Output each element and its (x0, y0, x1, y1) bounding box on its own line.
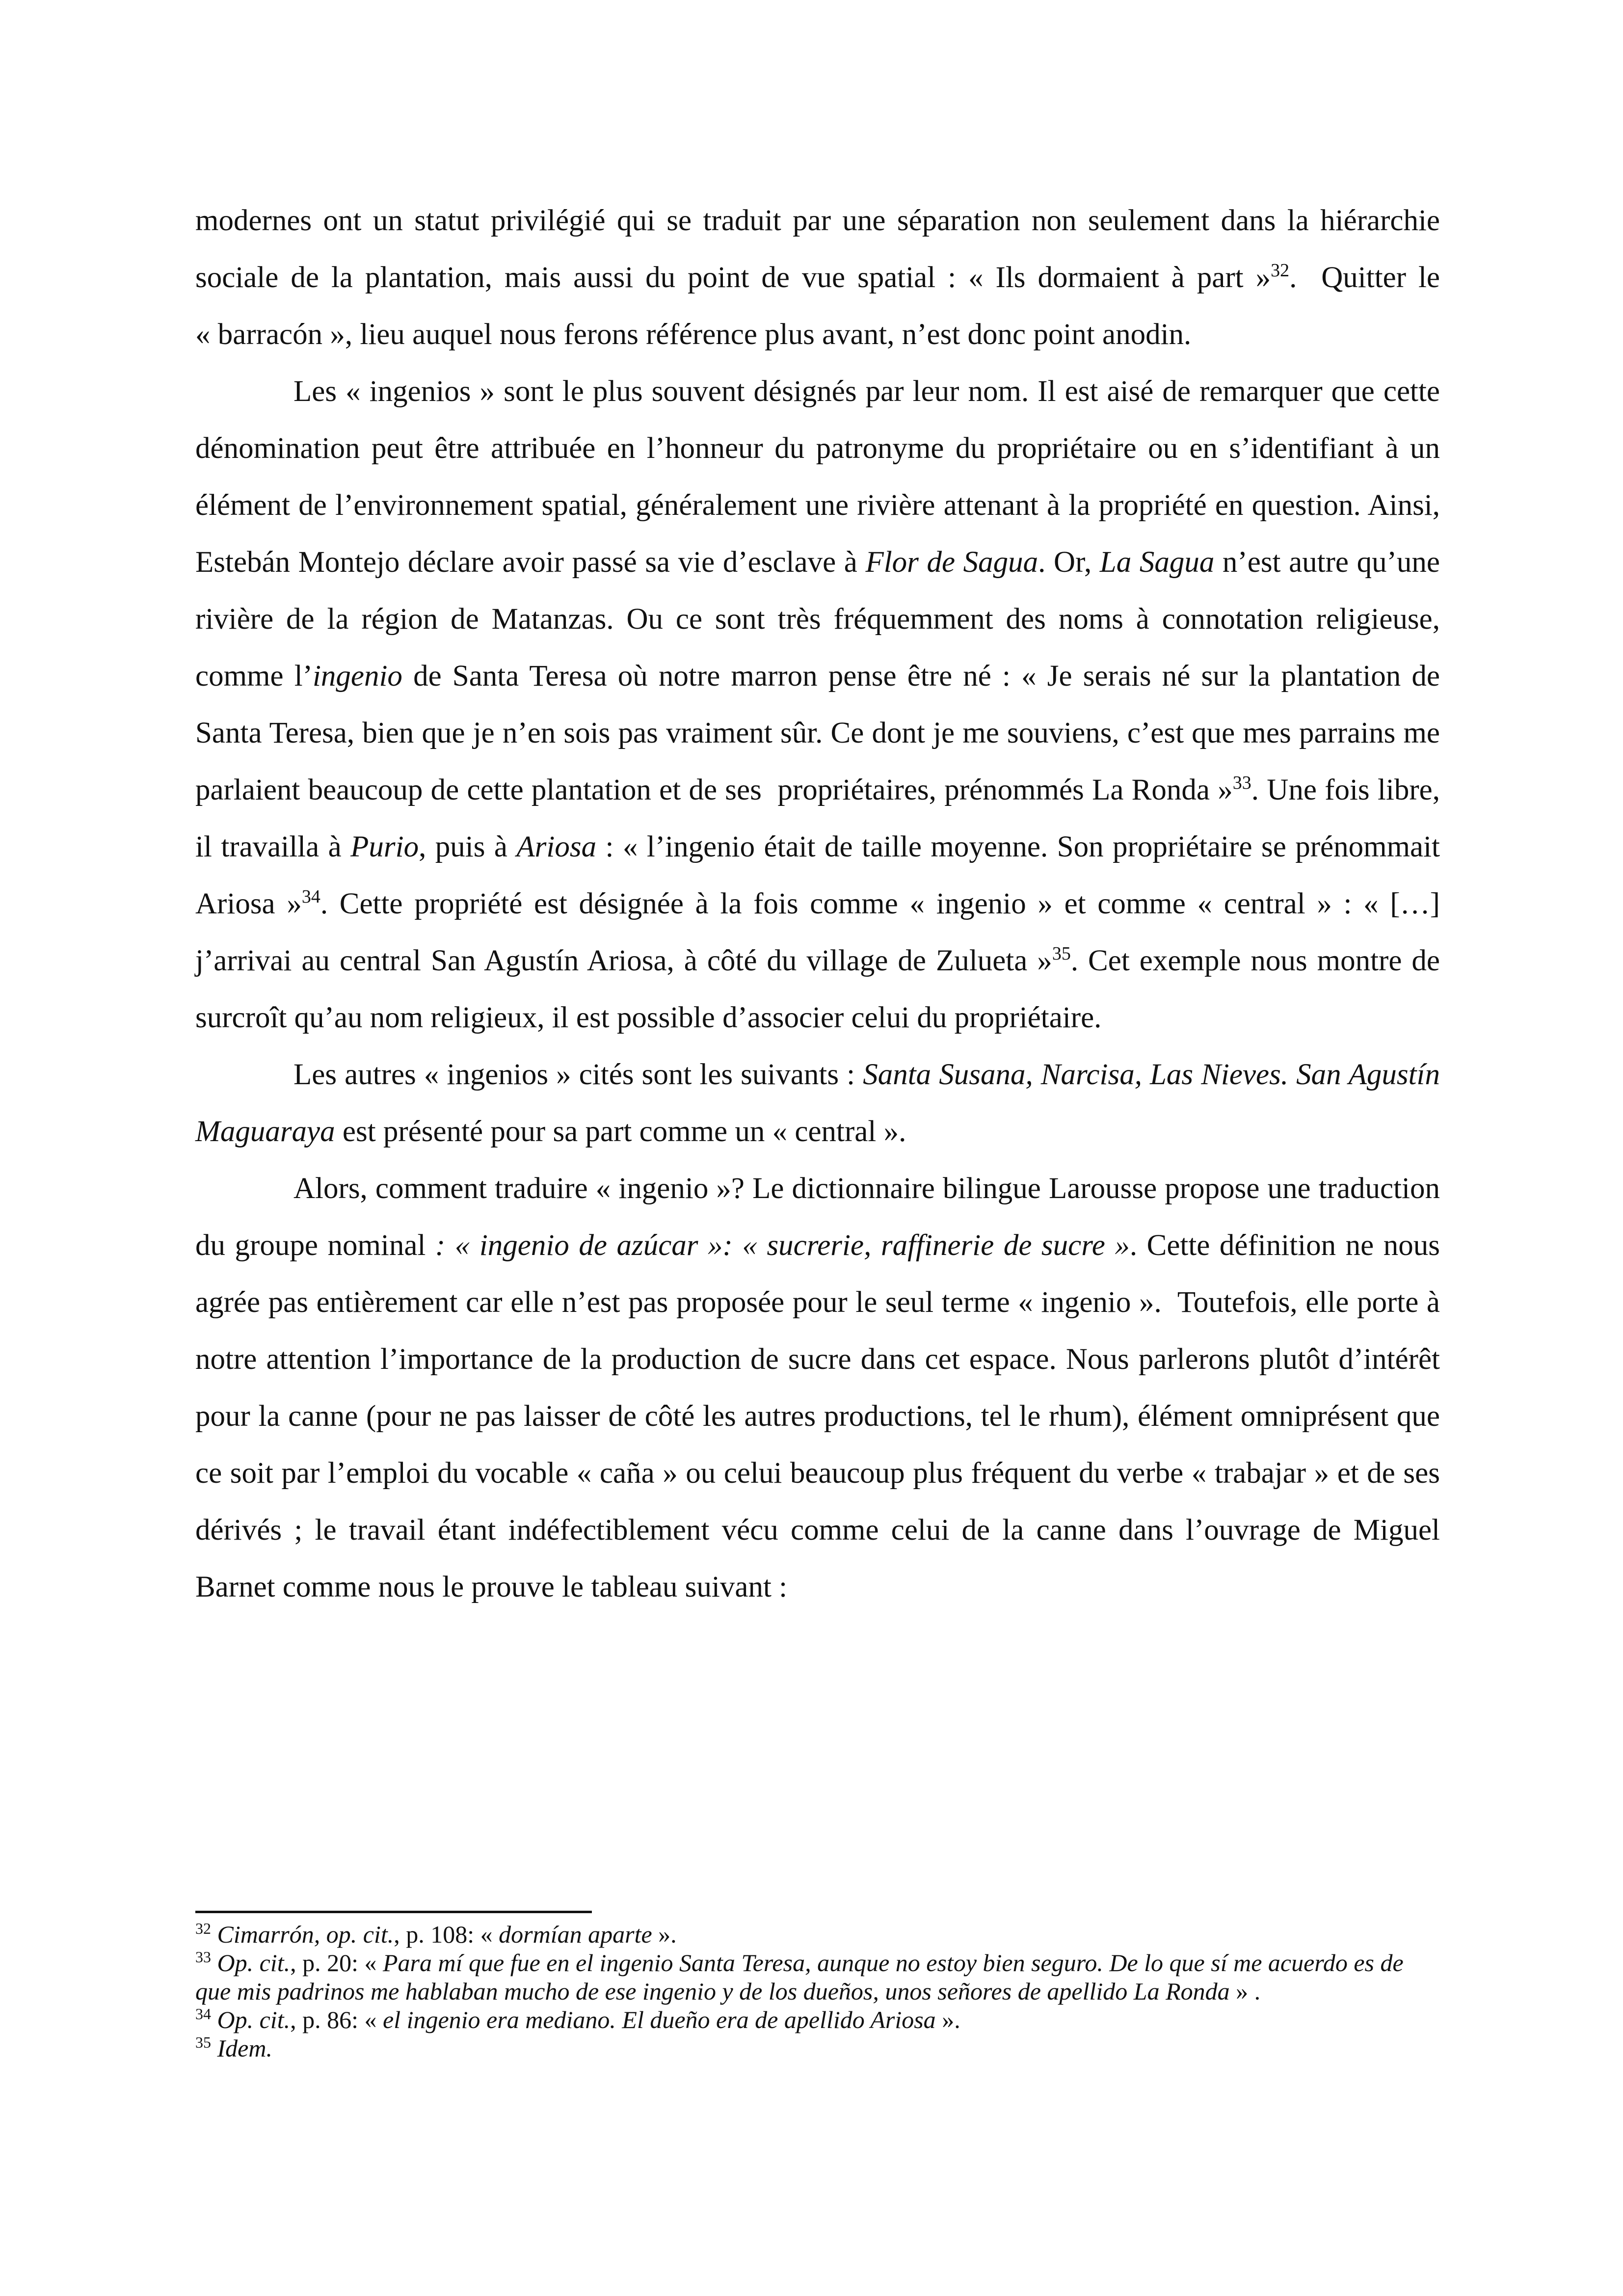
footnote-33 (195, 1949, 1440, 2005)
paragraph-2 (195, 363, 1440, 1046)
footnote-ref-32: 32 (1271, 260, 1290, 281)
footnote-number: 33 (195, 1948, 211, 1966)
footnote-32 (195, 1920, 1440, 1949)
text-run: de Santa Teresa où notre marron pense être né : « Je serais né sur la plantation de Santa Teresa, bien que je n’en sois pas vraiment sûr. Ce dont je me souviens, c’est que mes parrains me parlaient beaucoup de cette plantation et de ses propriétaires, prénommés La Ronda » (195, 660, 1440, 806)
text-run: Les autres « ingenios » cités sont les suivants : (293, 1058, 863, 1091)
paragraph-1 (195, 192, 1440, 363)
footnote-35 (195, 2034, 1440, 2062)
text-run: est présenté pour sa part comme un « central ». (335, 1115, 906, 1148)
footnote-number: 32 (195, 1920, 211, 1937)
text-run: . Cet exemple nous montre de surcroît qu’au nom religieux, il est possible d’associer celui du propriétaire. (195, 944, 1440, 1034)
italic-run: Para mí que fue en el ingenio Santa Teresa, aunque no estoy bien seguro. De lo que sí me acuerdo es de que mis padrinos me hablaban mucho de ese ingenio y de los dueños, unos señores de apellido La Ronda (195, 1949, 1404, 2005)
text-run: modernes ont un statut privilégié qui se traduit par une séparation non seulement dans la hiérarchie sociale de la plantation, mais aussi du point de vue spatial : « Ils dormaient à part » (195, 204, 1440, 294)
italic-run: Purio (350, 830, 419, 863)
footnote-ref-33: 33 (1232, 773, 1251, 793)
footnote-number: 34 (195, 2005, 211, 2023)
text-run: ». (935, 2006, 960, 2033)
body-text (195, 192, 1440, 1616)
text-run: . Cette définition ne nous agrée pas entièrement car elle n’est pas proposée pour le seul terme « ingenio ». Toutefois, elle porte à notre attention l’importance de la production de sucre dans cet espace. Nous parlerons plutôt d’intérêt pour la canne (pour ne pas laisser de côté les autres productions, tel le rhum), élément omniprésent que ce soit par l’emploi du vocable « caña » ou celui beaucoup plus fréquent du verbe « trabajar » et de ses dérivés ; le travail étant indéfectiblement vécu comme celui de la canne dans l’ouvrage de Miguel Barnet comme nous le prouve le tableau suivant : (195, 1229, 1440, 1603)
footnote-ref-34: 34 (301, 886, 320, 907)
italic-run: dormían aparte (499, 1921, 652, 1948)
italic-run: Op. cit. (217, 1949, 291, 1976)
footnotes (195, 1920, 1440, 2062)
footnote-ref-35: 35 (1052, 943, 1071, 964)
text-run: » . (1229, 1977, 1261, 2005)
italic-run: Flor de Sagua (865, 546, 1038, 579)
text-run: . Or, (1038, 546, 1100, 579)
footnote-34 (195, 2005, 1440, 2034)
footnote-separator (195, 1911, 592, 1913)
italic-run: La Sagua (1099, 546, 1215, 579)
italic-run: ingenio (312, 660, 402, 693)
text-run: . Une fois libre, il travailla à (195, 774, 1440, 863)
text-run: : « l’ingenio était de taille moyenne. Son propriétaire se prénommait Ariosa » (195, 830, 1440, 920)
italic-run: Ariosa (516, 830, 597, 863)
paragraph-3 (195, 1046, 1440, 1160)
text-run: , puis à (419, 830, 517, 863)
footnote-number: 35 (195, 2033, 211, 2051)
italic-run: : « ingenio de azúcar »: « sucrerie, raffinerie de sucre » (426, 1229, 1130, 1262)
italic-run: Idem. (217, 2034, 272, 2062)
text-run: ». (652, 1921, 677, 1948)
italic-run: Op. cit. (217, 2006, 291, 2033)
text-run: , p. 108: « (394, 1921, 499, 1948)
text-run: . Quitter le « barracón », lieu auquel nous ferons référence plus avant, n’est donc point anodin. (195, 261, 1440, 351)
italic-run: el ingenio era mediano. El dueño era de apellido Ariosa (383, 2006, 936, 2033)
italic-run: Cimarrón, op. cit. (217, 1921, 394, 1948)
text-run: . Cette propriété est désignée à la fois comme « ingenio » et comme « central » : « […] j’arrivai au central San Agustín Ariosa, à côté du village de Zulueta » (195, 887, 1440, 977)
text-run: , p. 86: « (290, 2006, 383, 2033)
text-run: Les « ingenios » sont le plus souvent désignés par leur nom. Il est aisé de remarquer que cette dénomination peut être attribuée en l’honneur du patronyme du propriétaire ou en s’identifiant à un élément de l’environnement spatial, généralement une rivière attenant à la propriété en question. Ainsi, Estebán Montejo déclare avoir passé sa vie d’esclave à (195, 375, 1440, 579)
text-run: n’est autre qu’une rivière de la région de Matanzas. Ou ce sont très fréquemment des noms à connotation religieuse, comme l’ (195, 546, 1440, 693)
italic-run: Santa Susana, Narcisa, Las Nieves. San Agustín Maguaraya (195, 1058, 1440, 1148)
paragraph-4 (195, 1160, 1440, 1616)
text-run: Alors, comment traduire « ingenio »? Le dictionnaire bilingue Larousse propose une traduction du groupe nominal (195, 1172, 1440, 1262)
text-run: , p. 20: « (290, 1949, 383, 1976)
